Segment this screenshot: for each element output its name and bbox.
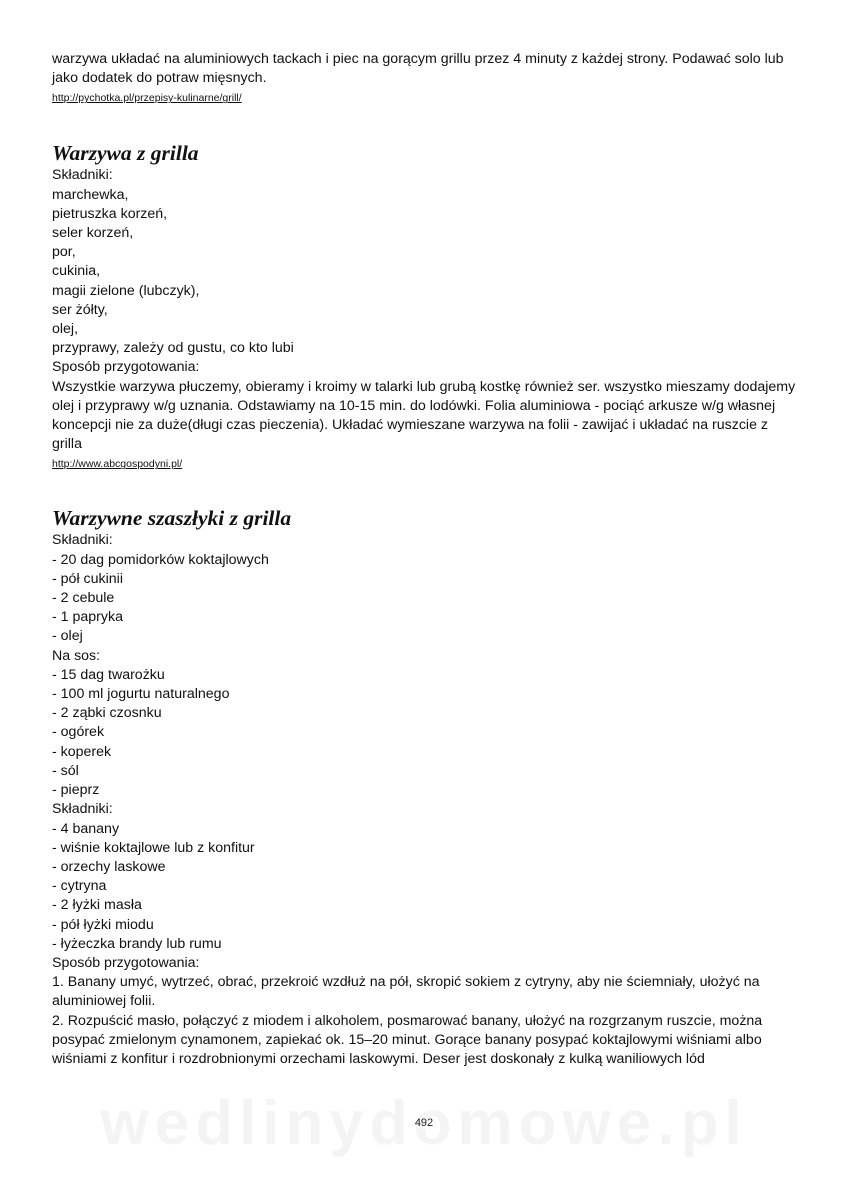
list-line: Składniki:: [52, 532, 113, 549]
list-line: - pół cukinii: [52, 570, 123, 587]
list-line: Sposób przygotowania:: [52, 359, 200, 376]
list-line: - pół łyżki miodu: [52, 916, 154, 933]
recipe-warzywne-szaszlyki: [52, 505, 800, 1069]
list-line: - cytryna: [52, 878, 107, 895]
list-line: - 100 ml jogurtu naturalnego: [52, 686, 230, 703]
list-line: pietruszka korzeń,: [52, 205, 168, 222]
list-line: marchewka,: [52, 186, 129, 203]
list-line: - 1 papryka: [52, 609, 123, 626]
list-line: - 4 banany: [52, 820, 120, 837]
list-line: olej,: [52, 321, 79, 338]
ingredients-list: [52, 166, 800, 377]
list-line: - 2 cebule: [52, 590, 115, 607]
list-line: Na sos:: [52, 647, 101, 664]
list-line: - koperek: [52, 743, 112, 760]
list-line: Składniki:: [52, 801, 113, 818]
list-line: - łyżeczka brandy lub rumu: [52, 935, 222, 952]
recipe-title: Warzywa z grilla: [52, 141, 199, 166]
list-line: - pieprz: [52, 782, 100, 799]
list-line: magii zielone (lubczyk),: [52, 282, 200, 299]
list-line: - wiśnie koktajlowe lub z konfitur: [52, 839, 255, 856]
page-number: 492: [414, 1117, 434, 1129]
step-2-text: 2. Rozpuścić masło, połączyć z miodem i alkoholem, posmarować banany, ułożyć na rozgrzanym ruszcie, można posypać zmielonym cynamonem, zapiekać ok. 15–20 minut. Gorące banany posypać koktajlowymi wiśniami albo wiśniami z konfitur i rozdrobnionymi orzechami laskowymi. Deser jest doskonały z kulką waniliowych lód: [52, 1012, 763, 1067]
list-line: ser żółty,: [52, 301, 108, 318]
list-line: por,: [52, 244, 76, 261]
method-text: Wszystkie warzywa płuczemy, obieramy i kroimy w talarki lub grubą kostkę również ser. wszystko mieszamy dodajemy olej i przyprawy w/g uznania. Odstawiamy na 10-15 min. do lodówki. Folia aluminiowa - pociąć arkusze w/g własnej koncepcji nie za duże(długi czas pieczenia). Układać wymieszane warzywa na folii - zawijać i układać na ruszcie z grilla: [52, 378, 796, 453]
ingredients-list: [52, 531, 800, 973]
list-line: - orzechy laskowe: [52, 858, 166, 875]
list-line: przyprawy, zależy od gustu, co kto lubi: [52, 340, 294, 357]
list-line: - sól: [52, 762, 79, 779]
source-link-2[interactable]: http://www.abcgospodyni.pl/: [52, 458, 183, 471]
recipe-title: Warzywne szaszłyki z grilla: [52, 506, 292, 531]
list-line: - 15 dag twarożku: [52, 666, 165, 683]
list-line: - 20 dag pomidorków koktajlowych: [52, 551, 269, 568]
step-1-text: 1. Banany umyć, wytrzeć, obrać, przekroić wzdłuż na pół, skropić sokiem z cytryny, aby nie ściemniały, ułożyć na aluminiowej folii.: [52, 974, 760, 1010]
list-line: cukinia,: [52, 263, 101, 280]
intro-text: warzywa układać na aluminiowych tackach i piec na gorącym grillu przez 4 minuty z każdej strony. Podawać solo lub jako dodatek do potraw mięsnych.: [52, 51, 784, 87]
list-line: - ogórek: [52, 724, 105, 741]
recipe-warzywa-z-grilla: [52, 140, 800, 472]
list-line: - olej: [52, 628, 83, 645]
list-line: - 2 ząbki czosnku: [52, 705, 162, 722]
document-page: [52, 50, 800, 1069]
list-line: Składniki:: [52, 167, 113, 184]
source-link-1[interactable]: http://pychotka.pl/przepisy-kulinarne/grill/: [52, 92, 242, 105]
list-line: seler korzeń,: [52, 225, 134, 242]
list-line: Sposób przygotowania:: [52, 954, 200, 971]
list-line: - 2 łyżki masła: [52, 897, 142, 914]
